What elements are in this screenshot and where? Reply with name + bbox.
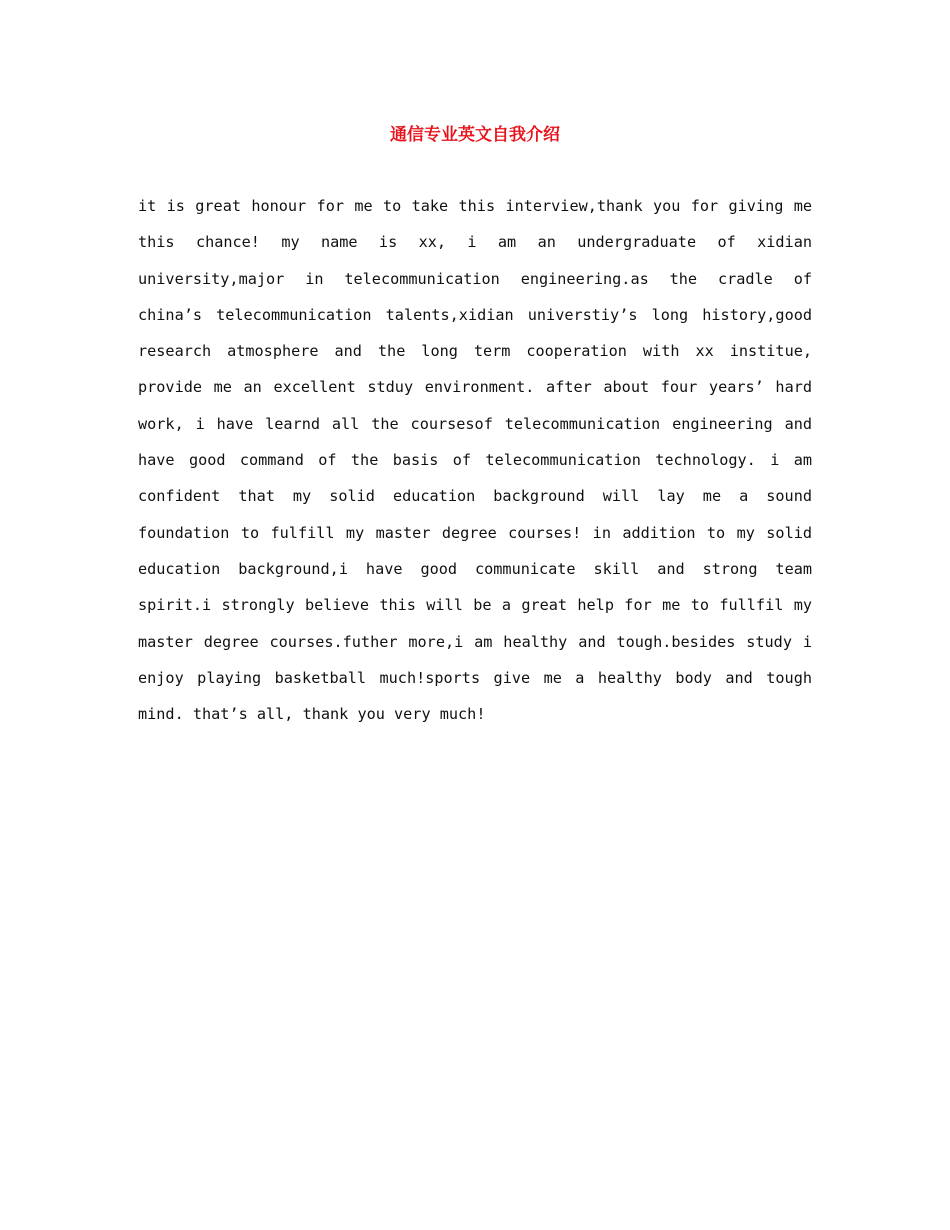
document-title: 通信专业英文自我介绍 <box>390 125 560 145</box>
document-body-paragraph: it is great honour for me to take this interview,thank you for giving me this chance! my name is xx, i am an undergraduate of xidian university,major in telecommunication engineering.as the cradle of china’s telecommunication talents,xidian universtiy’s long history,good research atmosphere and the long term cooperation with xx institue, provide me an excellent stduy environment. after about four years’ hard work, i have learnd all the coursesof telecommunication engineering and have good command of the basis of telecommunication technology. i am confident that my solid education background will lay me a sound foundation to fulfill my master degree courses! in addition to my solid education background,i have good communicate skill and strong team spirit.i strongly believe this will be a great help for me to fullfil my master degree courses.futher more,i am healthy and tough.besides study i enjoy playing basketball much!sports give me a healthy body and tough mind. that’s all, thank you very much! <box>138 197 812 724</box>
